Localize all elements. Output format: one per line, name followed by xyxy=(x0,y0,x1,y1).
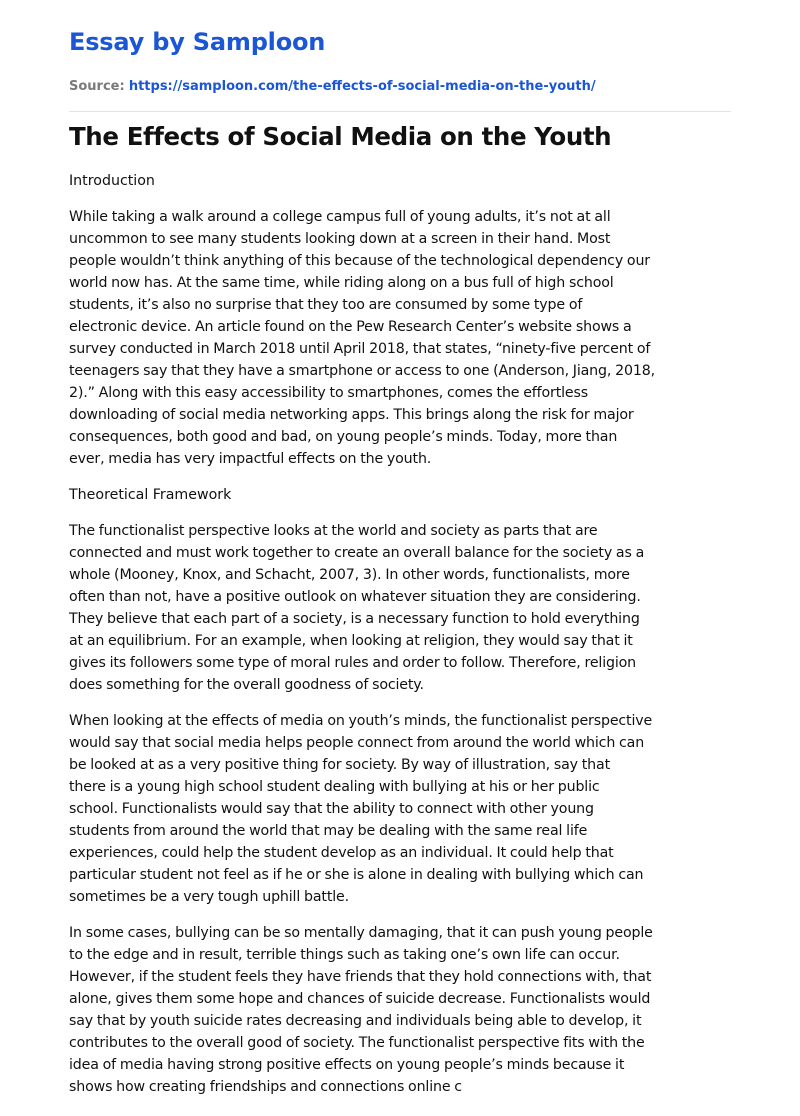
essay-title: The Effects of Social Media on the Youth xyxy=(69,122,612,151)
paragraph-line: does something for the overall goodness of society. xyxy=(69,677,424,693)
paragraph-line: be looked at as a very positive thing for society. By way of illustration, say that xyxy=(69,757,610,773)
paragraph-line: people wouldn’t think anything of this because of the technological dependency our xyxy=(69,253,650,269)
paragraph-line: consequences, both good and bad, on young people’s minds. Today, more than xyxy=(69,429,618,445)
paragraph-line: gives its followers some type of moral rules and order to follow. Therefore, religion xyxy=(69,655,637,671)
paragraph-line: shows how creating friendships and connections online c xyxy=(69,1079,462,1095)
paragraph-line: school. Functionalists would say that the ability to connect with other young xyxy=(69,801,594,817)
site-brand[interactable]: Essay by Samploon xyxy=(69,28,326,56)
paragraph-line: say that by youth suicide rates decreasing and individuals being able to develop, it xyxy=(69,1013,642,1029)
heading-introduction: Introduction xyxy=(69,173,155,189)
paragraph-line: uncommon to see many students looking down at a screen in their hand. Most xyxy=(69,231,611,247)
essay-body xyxy=(69,170,733,1112)
paragraph-line: students from around the world that may be dealing with the same real life xyxy=(69,823,588,839)
paragraph-line: teenagers say that they have a smartphone or access to one (Anderson, Jiang, 2018, xyxy=(69,363,655,379)
header-divider xyxy=(69,111,731,112)
paragraph-line: students, it’s also no surprise that they too are consumed by some type of xyxy=(69,297,583,313)
paragraph-line: ever, media has very impactful effects on the youth. xyxy=(69,451,432,467)
paragraph-line: experiences, could help the student develop as an individual. It could help that xyxy=(69,845,614,861)
paragraph-line: When looking at the effects of media on youth’s minds, the functionalist perspective xyxy=(69,713,653,729)
paragraph-line: 2).” Along with this easy accessibility to smartphones, comes the effortless xyxy=(69,385,588,401)
paragraph-line: particular student not feel as if he or she is alone in dealing with bullying which can xyxy=(69,867,644,883)
paragraph-line: survey conducted in March 2018 until April 2018, that states, “ninety-five percent of xyxy=(69,341,651,357)
source-line xyxy=(69,79,596,94)
paragraph-2 xyxy=(69,520,733,696)
paragraph-line: there is a young high school student dealing with bullying at his or her public xyxy=(69,779,600,795)
paragraph-line: electronic device. An article found on the Pew Research Center’s website shows a xyxy=(69,319,632,335)
paragraph-line: downloading of social media networking apps. This brings along the risk for major xyxy=(69,407,634,423)
paragraph-line: connected and must work together to create an overall balance for the society as a xyxy=(69,545,645,561)
paragraph-line: alone, gives them some hope and chances of suicide decrease. Functionalists would xyxy=(69,991,651,1007)
paragraph-line: They believe that each part of a society, is a necessary function to hold everything xyxy=(69,611,640,627)
paragraph-1 xyxy=(69,206,733,470)
paragraph-line: In some cases, bullying can be so mentally damaging, that it can push young people xyxy=(69,925,653,941)
paragraph-line: However, if the student feels they have friends that they hold connections with, that xyxy=(69,969,652,985)
paragraph-3 xyxy=(69,710,733,908)
source-label: Source: xyxy=(69,79,125,94)
paragraph-line: would say that social media helps people connect from around the world which can xyxy=(69,735,645,751)
source-link[interactable]: https://samploon.com/the-effects-of-social-media-on-the-youth/ xyxy=(128,79,596,94)
paragraph-line: at an equilibrium. For an example, when looking at religion, they would say that it xyxy=(69,633,633,649)
paragraph-line: to the edge and in result, terrible things such as taking one’s own life can occur. xyxy=(69,947,620,963)
paragraph-line: While taking a walk around a college campus full of young adults, it’s not at all xyxy=(69,209,611,225)
paragraph-line: The functionalist perspective looks at the world and society as parts that are xyxy=(69,523,598,539)
paragraph-line: sometimes be a very tough uphill battle. xyxy=(69,889,349,905)
paragraph-line: idea of media having strong positive effects on young people’s minds because it xyxy=(69,1057,625,1073)
paragraph-line: contributes to the overall good of society. The functionalist perspective fits with the xyxy=(69,1035,645,1051)
heading-theoretical-framework: Theoretical Framework xyxy=(69,487,232,503)
paragraph-line: world now has. At the same time, while riding along on a bus full of high school xyxy=(69,275,614,291)
paragraph-line: whole (Mooney, Knox, and Schacht, 2007, 3). In other words, functionalists, more xyxy=(69,567,630,583)
paragraph-4 xyxy=(69,922,733,1098)
paragraph-line: often than not, have a positive outlook on whatever situation they are considering. xyxy=(69,589,641,605)
